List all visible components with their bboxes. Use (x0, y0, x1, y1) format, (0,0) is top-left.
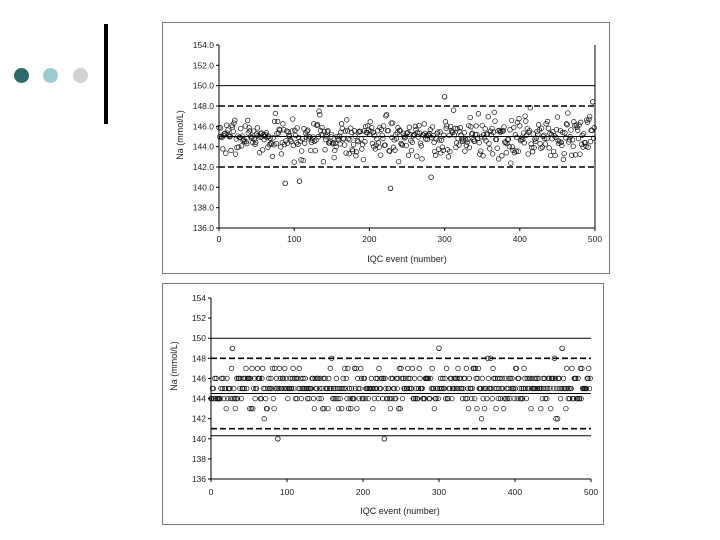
y-tick-label: 154 (191, 293, 206, 303)
data-point (361, 157, 366, 162)
data-point (339, 122, 344, 127)
y-tick-label: 138.0 (192, 202, 214, 213)
data-point (526, 152, 531, 157)
data-point (509, 118, 514, 123)
data-point (255, 366, 260, 371)
data-point-outlier (382, 437, 387, 442)
data-point (522, 366, 527, 371)
data-point (348, 138, 353, 143)
x-tick-label: 400 (507, 487, 523, 497)
data-point (570, 138, 575, 143)
chart-panel-continuous (162, 22, 610, 274)
y-tick-label: 150 (191, 333, 206, 344)
y-tick-label: 136 (191, 474, 206, 484)
title-bullet-mid (43, 68, 58, 83)
data-point-outlier (388, 186, 393, 191)
data-point (233, 118, 238, 123)
data-point (410, 366, 415, 371)
data-point (500, 153, 505, 158)
chart-panel-quantized (162, 283, 604, 525)
data-point (430, 366, 435, 371)
y-tick-label: 144 (191, 393, 206, 404)
x-tick-label: 0 (208, 487, 214, 497)
data-point (566, 111, 571, 116)
data-point (444, 366, 449, 371)
y-tick-label: 146.0 (192, 121, 214, 132)
data-point (571, 144, 576, 149)
data-point (409, 148, 414, 153)
data-point (406, 153, 411, 158)
data-point (578, 152, 583, 157)
data-point (291, 143, 296, 148)
data-point (440, 145, 445, 150)
x-axis-title: IQC event (number) (360, 506, 440, 516)
data-point (495, 146, 500, 151)
data-point-outlier (590, 100, 595, 105)
data-point (369, 376, 374, 381)
data-point (501, 406, 506, 411)
x-tick-label: 100 (287, 234, 302, 244)
data-point (286, 396, 291, 401)
data-point (360, 147, 365, 152)
data-point (299, 149, 304, 154)
data-point (299, 396, 304, 401)
data-point (239, 126, 244, 131)
data-point (396, 159, 401, 164)
data-point (420, 157, 425, 162)
data-point (351, 142, 356, 147)
axes (192, 293, 599, 497)
data-point (384, 112, 389, 117)
y-tick-label: 154.0 (192, 40, 214, 50)
data-point (417, 366, 422, 371)
data-point (345, 118, 350, 123)
data-point (245, 118, 250, 123)
data-point (270, 154, 275, 159)
data-point (334, 376, 339, 381)
data-point-outlier (276, 437, 281, 442)
data-point (463, 149, 468, 154)
data-point (553, 153, 558, 158)
y-tick-label: 140 (191, 433, 206, 444)
data-point (548, 153, 553, 158)
data-point (231, 129, 236, 134)
data-point (418, 376, 423, 381)
data-point (312, 406, 317, 411)
data-point (487, 141, 492, 146)
data-point (587, 114, 592, 119)
data-point (476, 111, 481, 116)
x-tick-label: 200 (355, 487, 371, 497)
data-point (509, 161, 514, 166)
data-point (468, 115, 473, 120)
data-point (313, 148, 318, 153)
data-point (289, 139, 294, 144)
y-axis-title: Na (mmol/L) (175, 110, 185, 160)
data-point (474, 124, 479, 129)
y-tick-label: 142.0 (192, 162, 214, 172)
data-point (523, 114, 528, 119)
data-point (244, 366, 249, 371)
data-point (524, 119, 529, 124)
data-point-outlier (429, 175, 434, 180)
data-point (576, 136, 581, 141)
y-tick-label: 142 (191, 413, 206, 424)
data-point (275, 119, 280, 124)
data-point (344, 151, 349, 156)
data-point (339, 406, 344, 411)
data-point (292, 160, 297, 165)
data-point (311, 396, 316, 401)
data-point (328, 366, 333, 371)
data-point (302, 141, 307, 146)
data-point (323, 147, 328, 152)
data-point (273, 111, 278, 116)
data-point (564, 366, 569, 371)
data-point (475, 406, 480, 411)
data-point (491, 366, 496, 371)
data-point (547, 146, 552, 151)
data-point (407, 125, 412, 130)
data-point (233, 406, 238, 411)
data-point-outlier (442, 95, 447, 100)
y-tick-label: 152.0 (192, 60, 214, 71)
data-point (419, 144, 424, 149)
y-tick-label: 144.0 (192, 141, 214, 152)
data-point (479, 416, 484, 421)
data-point (282, 366, 287, 371)
data-point (564, 406, 569, 411)
data-point (504, 150, 509, 155)
x-tick-label: 500 (583, 487, 599, 497)
data-point (338, 142, 343, 147)
y-tick-label: 152 (191, 313, 206, 324)
data-point-outlier (560, 346, 565, 351)
data-point (570, 366, 575, 371)
title-divider-bar (104, 24, 108, 124)
y-axis-title: Na (mmol/L) (169, 341, 179, 391)
data-point (472, 396, 477, 401)
data-point (371, 406, 376, 411)
data-point (539, 406, 544, 411)
data-point (477, 140, 482, 145)
data-point (355, 406, 360, 411)
data-point (486, 114, 491, 119)
data-point (512, 125, 517, 130)
data-point (543, 142, 548, 147)
data-point (229, 148, 234, 153)
data-point (277, 366, 282, 371)
data-point (575, 128, 580, 133)
data-point (226, 128, 231, 133)
data-point (478, 149, 483, 154)
data-point (546, 126, 551, 131)
data-point (539, 146, 544, 151)
data-point (262, 416, 267, 421)
data-point (239, 144, 244, 149)
y-tick-label: 140.0 (192, 182, 214, 193)
data-point (490, 396, 495, 401)
data-point (291, 366, 296, 371)
data-point (340, 126, 345, 131)
data-point-outlier (230, 346, 235, 351)
data-point (308, 148, 313, 153)
x-tick-label: 200 (362, 234, 377, 244)
data-point (432, 406, 437, 411)
data-point (272, 406, 277, 411)
data-point (486, 376, 491, 381)
data-point (561, 376, 566, 381)
data-point (578, 120, 583, 125)
data-point (290, 117, 295, 122)
data-point (388, 406, 393, 411)
data-point (493, 119, 498, 124)
data-point (487, 147, 492, 152)
data-point (342, 143, 347, 148)
data-point (377, 366, 382, 371)
data-point (321, 159, 326, 164)
title-bullet-dark (14, 68, 29, 83)
data-point (406, 366, 411, 371)
data-point (250, 366, 255, 371)
data-point (462, 130, 467, 135)
data-point (412, 376, 417, 381)
x-tick-label: 300 (431, 487, 447, 497)
data-point (358, 366, 363, 371)
scatter-chart-continuous (163, 23, 609, 273)
data-point (518, 124, 523, 129)
data-point (561, 157, 566, 162)
y-tick-label: 150.0 (192, 80, 214, 91)
data-point (454, 145, 459, 150)
data-point (221, 147, 226, 152)
data-point (260, 366, 265, 371)
data-point (257, 150, 262, 155)
data-point-outlier (283, 181, 288, 186)
data-point (562, 151, 567, 156)
y-tick-label: 138 (191, 453, 206, 464)
data-point (446, 155, 451, 160)
data-point-outlier (297, 179, 302, 184)
data-point (451, 108, 456, 113)
data-point (414, 127, 419, 132)
data-point (482, 406, 487, 411)
data-point (490, 152, 495, 157)
data-point (224, 151, 229, 156)
data-point (378, 153, 383, 158)
data-point (253, 396, 258, 401)
data-point (344, 376, 349, 381)
data-point (229, 366, 234, 371)
data-point (260, 148, 265, 153)
data-points (217, 95, 597, 191)
x-axis-title: IQC event (number) (367, 254, 447, 264)
data-point (464, 366, 469, 371)
y-tick-label: 148 (191, 353, 206, 364)
data-point (548, 406, 553, 411)
data-point (332, 155, 337, 160)
data-point (422, 122, 427, 127)
data-point (279, 152, 284, 157)
data-point (434, 136, 439, 141)
y-tick-label: 146 (191, 373, 206, 384)
data-point (466, 406, 471, 411)
data-point (480, 376, 485, 381)
data-point-outlier (437, 346, 442, 351)
data-point (483, 127, 488, 132)
data-point (492, 110, 497, 115)
data-point (569, 128, 574, 133)
data-point (297, 366, 302, 371)
data-point (555, 115, 560, 120)
data-point (415, 154, 420, 159)
data-point (366, 396, 371, 401)
scatter-chart-quantized (163, 284, 603, 524)
x-tick-label: 0 (216, 234, 222, 244)
data-point (346, 366, 351, 371)
data-point (224, 123, 229, 128)
x-tick-label: 100 (279, 487, 295, 497)
data-point (271, 396, 276, 401)
y-tick-label: 136.0 (192, 223, 214, 233)
data-point (529, 406, 534, 411)
x-tick-label: 300 (437, 234, 452, 244)
data-point (467, 376, 472, 381)
data-point (233, 152, 238, 157)
data-point (586, 366, 591, 371)
data-point (538, 141, 543, 146)
x-tick-label: 500 (587, 234, 603, 244)
data-point (263, 396, 268, 401)
data-point (400, 396, 405, 401)
data-point (255, 126, 260, 131)
data-point (558, 396, 563, 401)
data-point (456, 366, 461, 371)
x-tick-label: 400 (512, 234, 527, 244)
data-point (224, 406, 229, 411)
data-point (247, 126, 252, 131)
y-tick-label: 148.0 (192, 101, 214, 111)
title-bullet-light (73, 68, 88, 83)
data-point (281, 122, 286, 127)
data-point (494, 406, 499, 411)
data-point (476, 366, 481, 371)
data-point (368, 120, 373, 125)
